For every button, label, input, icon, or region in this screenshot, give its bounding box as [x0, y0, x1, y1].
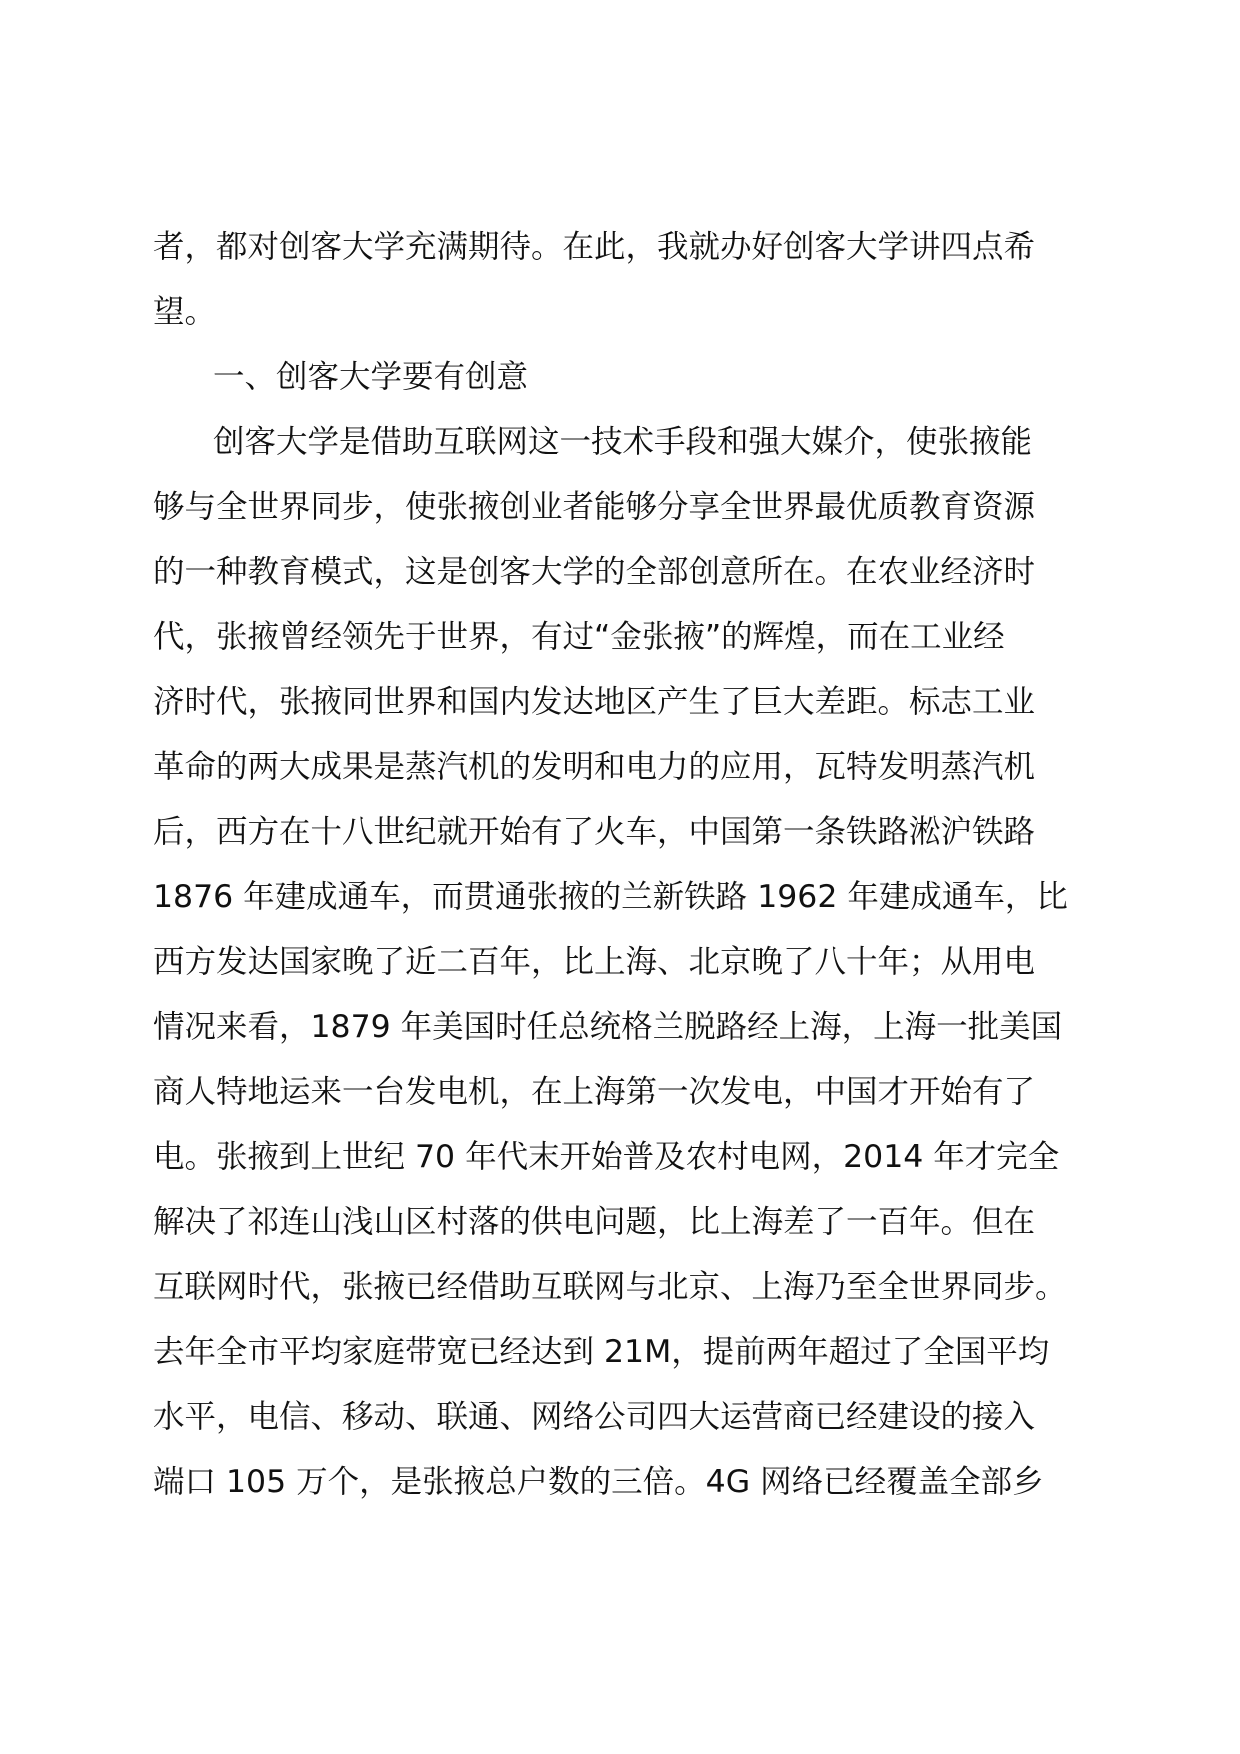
text-line: 水平，电信、移动、联通、网络公司四大运营商已经建设的接入 [153, 1399, 1036, 1435]
text-line: 的一种教育模式，这是创客大学的全部创意所在。在农业经济时 [153, 554, 1036, 590]
text-line: 互联网时代，张掖已经借助互联网与北京、上海乃至全世界同步。 [153, 1269, 1067, 1305]
text-line: 情况来看，1879 年美国时任总统格兰脱路经上海，上海一批美国 [153, 1009, 1063, 1045]
paragraph-first-line: 创客大学是借助互联网这一技术手段和强大媒介，使张掖能 [213, 424, 1033, 460]
text-line: 代，张掖曾经领先于世界，有过“金张掖”的辉煌，而在工业经 [153, 619, 1005, 655]
text-line: 够与全世界同步，使张掖创业者能够分享全世界最优质教育资源 [153, 489, 1036, 525]
text-line: 端口 105 万个，是张掖总户数的三倍。4G 网络已经覆盖全部乡 [153, 1464, 1044, 1500]
text-line: 电。张掖到上世纪 70 年代末开始普及农村电网，2014 年才完全 [153, 1139, 1060, 1175]
text-line: 革命的两大成果是蒸汽机的发明和电力的应用，瓦特发明蒸汽机 [153, 749, 1036, 785]
text-line: 去年全市平均家庭带宽已经达到 21M，提前两年超过了全国平均 [153, 1334, 1050, 1370]
text-line: 商人特地运来一台发电机，在上海第一次发电，中国才开始有了 [153, 1074, 1036, 1110]
body-text [153, 215, 1093, 1515]
text-line: 济时代，张掖同世界和国内发达地区产生了巨大差距。标志工业 [153, 684, 1036, 720]
text-line: 西方发达国家晚了近二百年，比上海、北京晚了八十年；从用电 [153, 944, 1036, 980]
text-line: 1876 年建成通车，而贯通张掖的兰新铁路 1962 年建成通车，比 [153, 879, 1068, 915]
text-line: 后，西方在十八世纪就开始有了火车，中国第一条铁路淞沪铁路 [153, 814, 1036, 850]
section-heading: 一、创客大学要有创意 [213, 359, 529, 395]
text-line: 者，都对创客大学充满期待。在此，我就办好创客大学讲四点希 [153, 229, 1036, 265]
text-line: 解决了祁连山浅山区村落的供电问题，比上海差了一百年。但在 [153, 1204, 1036, 1240]
text-line: 望。 [153, 294, 217, 330]
